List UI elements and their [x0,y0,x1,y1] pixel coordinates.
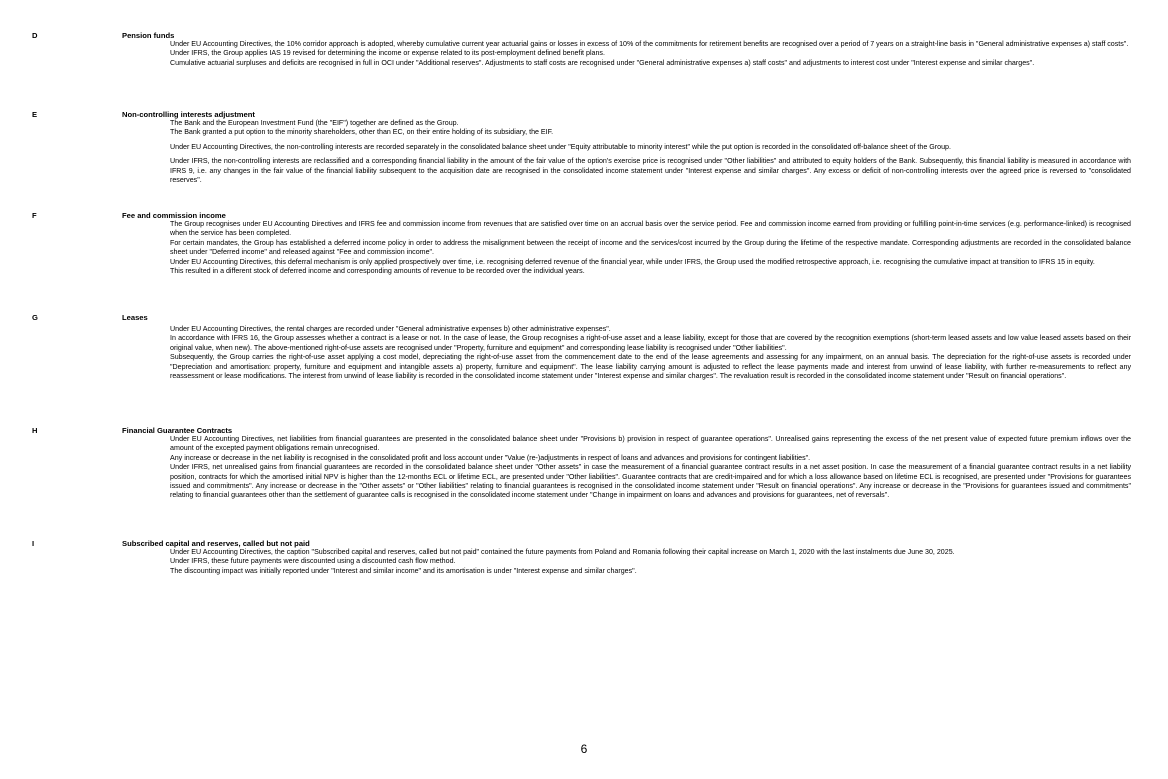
section-body [170,548,1131,576]
paragraph: Under EU Accounting Directives, the non-controlling interests are recorded separately in the consolidated balance sheet under "Equity attributable to minority interest" while the put option is recorded in the consolidated off-balance sheet of the Group. [170,142,951,151]
paragraph: Under EU Accounting Directives, the caption "Subscribed capital and reserves, called but not paid" contained the future payments from Poland and Romania following their capital increase on March 1, 2020 with the last instalments due June 30, 2025. [170,548,955,556]
section-letter: G [32,313,38,322]
paragraph: Under IFRS, the non-controlling interests are reclassified and a corresponding financial liability in the amount of the fair value of the option's exercise price is recognised under "Other liabilities" and attributed to equity holders of the Bank. Subsequently, this financial liability is measured in accordance with IFRS 9, i.e. any changes in the fair value of the financial liability subsequent to the acquisition date are recognised in the consolidated income statement under "Interest expense and similar charges". Any excess or deficit of non-controlling interests over the agreed price is reversed to "consolidated reserves". [170,157,1131,185]
section-letter: I [32,539,35,548]
section-body [170,119,1131,185]
section-title: Financial Guarantee Contracts [122,426,233,435]
paragraph: Under EU Accounting Directives, the 10% corridor approach is adopted, whereby cumulative current year actuarial gains or losses in excess of 10% of the commitments for retirement benefits are recognised over a period of 7 years on a straight-line basis in "General administrative expenses a) staff costs". [170,40,1129,48]
paragraph: Any increase or decrease in the net liability is recognised in the consolidated profit and loss account under "Value (re-)adjustments in respect of loans and advances and provisions for contingent liabilities". [170,453,811,462]
paragraph: This resulted in a different stock of deferred income and corresponding amounts of revenue to be recorded over the individual years. [170,267,585,276]
paragraph: In accordance with IFRS 16, the Group assesses whether a contract is a lease or not. In the case of lease, the Group recognises a right-of-use asset and a lease liability, except for those that are covered by the recognition exemptions (short-term leased assets and low value leased assets based on their original value, when new). The above-mentioned right-of-use assets are recognised under "Property, furniture and equipment" and corresponding lease liability is recognised under "Other liabilities". [170,334,1131,352]
paragraph: The Bank and the European Investment Fund (the "EIF") together are defined as the Group. [170,119,459,127]
paragraph: Under IFRS, these future payments were discounted using a discounted cash flow method. [170,557,456,566]
paragraph: Under EU Accounting Directives, the rental charges are recorded under "General administrative expenses b) other administrative expenses". [170,325,611,333]
paragraph: Under EU Accounting Directives, this deferral mechanism is only applied prospectively over time, i.e. recognising deferred revenue of the financial year, while under IFRS, the Group used the modified retrospective approach, i.e. recognising the cumulative impact at transition to IFRS 15 in equity. [170,257,1095,266]
section-title: Fee and commission income [122,211,226,220]
section-title: Non-controlling interests adjustment [122,110,255,119]
section-body [170,220,1131,276]
page-number: 6 [580,742,588,756]
section-letter: D [32,31,38,40]
section-body [170,435,1131,501]
paragraph: The discounting impact was initially reported under "Interest and similar income" and its amortisation is under "Interest expense and similar charges". [170,566,637,575]
section-letter: F [32,211,37,220]
section-body [170,325,1131,381]
section-letter: H [32,426,38,435]
paragraph: The Group recognises under EU Accounting Directives and IFRS fee and commission income from revenues that are satisfied over time on an accrual basis over the service period. Fee and commission income earned from providing or fulfilling point-in-time services (e.g. performance-linked) is recognised when the service has been completed. [170,220,1131,238]
section-title: Pension funds [122,31,175,40]
paragraph: For certain mandates, the Group has established a deferred income policy in order to address the misalignment between the receipt of income and the services/cost incurred by the Group during the lifetime of the respective mandate. Corresponding adjustments are recorded in the consolidated balance sheet under "Deferred income" and released against "Fee and commission income". [170,238,1131,257]
paragraph: Under IFRS, the Group applies IAS 19 revised for determining the income or expense related to its post-employment defined benefit plans. [170,49,605,58]
section-title: Leases [122,313,148,322]
paragraph: Cumulative actuarial surpluses and deficits are recognised in full in OCI under "Additional reserves". Adjustments to staff costs are recognised under "General administrative expenses a) staff costs" and adjustments to interest cost under "Interest expense and similar charges". [170,58,1035,67]
section-body [170,40,1131,68]
paragraph: Under EU Accounting Directives, net liabilities from financial guarantees are presented in the consolidated balance sheet under "Provisions b) provision in respect of guarantee operations". Unrealised gains representing the excess of the net present value of expected future premium inflows over the amount of the excepted payment obligations remain unrecognised. [170,435,1131,453]
paragraph: Under IFRS, net unrealised gains from financial guarantees are recorded in the consolidated balance sheet under "Other assets" in case the measurement of a financial guarantee contract results in a net asset position. In case the measurement of a financial guarantee contract results in a net liability position, contracts for which the amortised initial NPV is higher than the 12-months ECL or lifetime ECL, are presented under "Other liabilities". Guarantee contracts that are credit-impaired and for which a loss allowance based on lifetime ECL is recognised, are presented under "Provisions for guarantees issued and commitments". Any increase or decrease in the "Other assets" or "Other liabilities" relating to financial guarantees is recognised in the consolidated income statement under "Result on financial operations". Any increase or decrease in the "Provisions for guarantees issued and commitments" relating to financial guarantees other than the settlement of guarantee calls is recognised in the consolidated income statement under "Change in impairment on loans and advances and provisions for guarantees, net of reversals". [170,463,1131,500]
paragraph: The Bank granted a put option to the minority shareholders, other than EC, on their entire holding of its subsidiary, the EIF. [170,128,554,137]
section-letter: E [32,110,38,119]
paragraph: Subsequently, the Group carries the right-of-use asset applying a cost model, depreciating the right-of-use asset from the commencement date to the end of the lease agreements and assessing for any impairment, on an annual basis. The depreciation for the right-of-use assets is recorded under "Depreciation and amortisation: property, furniture and equipment and intangible assets a) property, furniture and equipment". The lease liability carrying amount is adjusted to reflect the lease payments made and interest from unwind of lease liability, with further re-measurements to reflect any reassessment or lease modifications. The interest from unwind of lease liability is recorded in the consolidated income statement under "Interest expense and similar charges". The revaluation result is recorded in the consolidated income statement under "Result on financial operations". [170,353,1131,381]
section-title: Subscribed capital and reserves, called but not paid [122,539,310,548]
